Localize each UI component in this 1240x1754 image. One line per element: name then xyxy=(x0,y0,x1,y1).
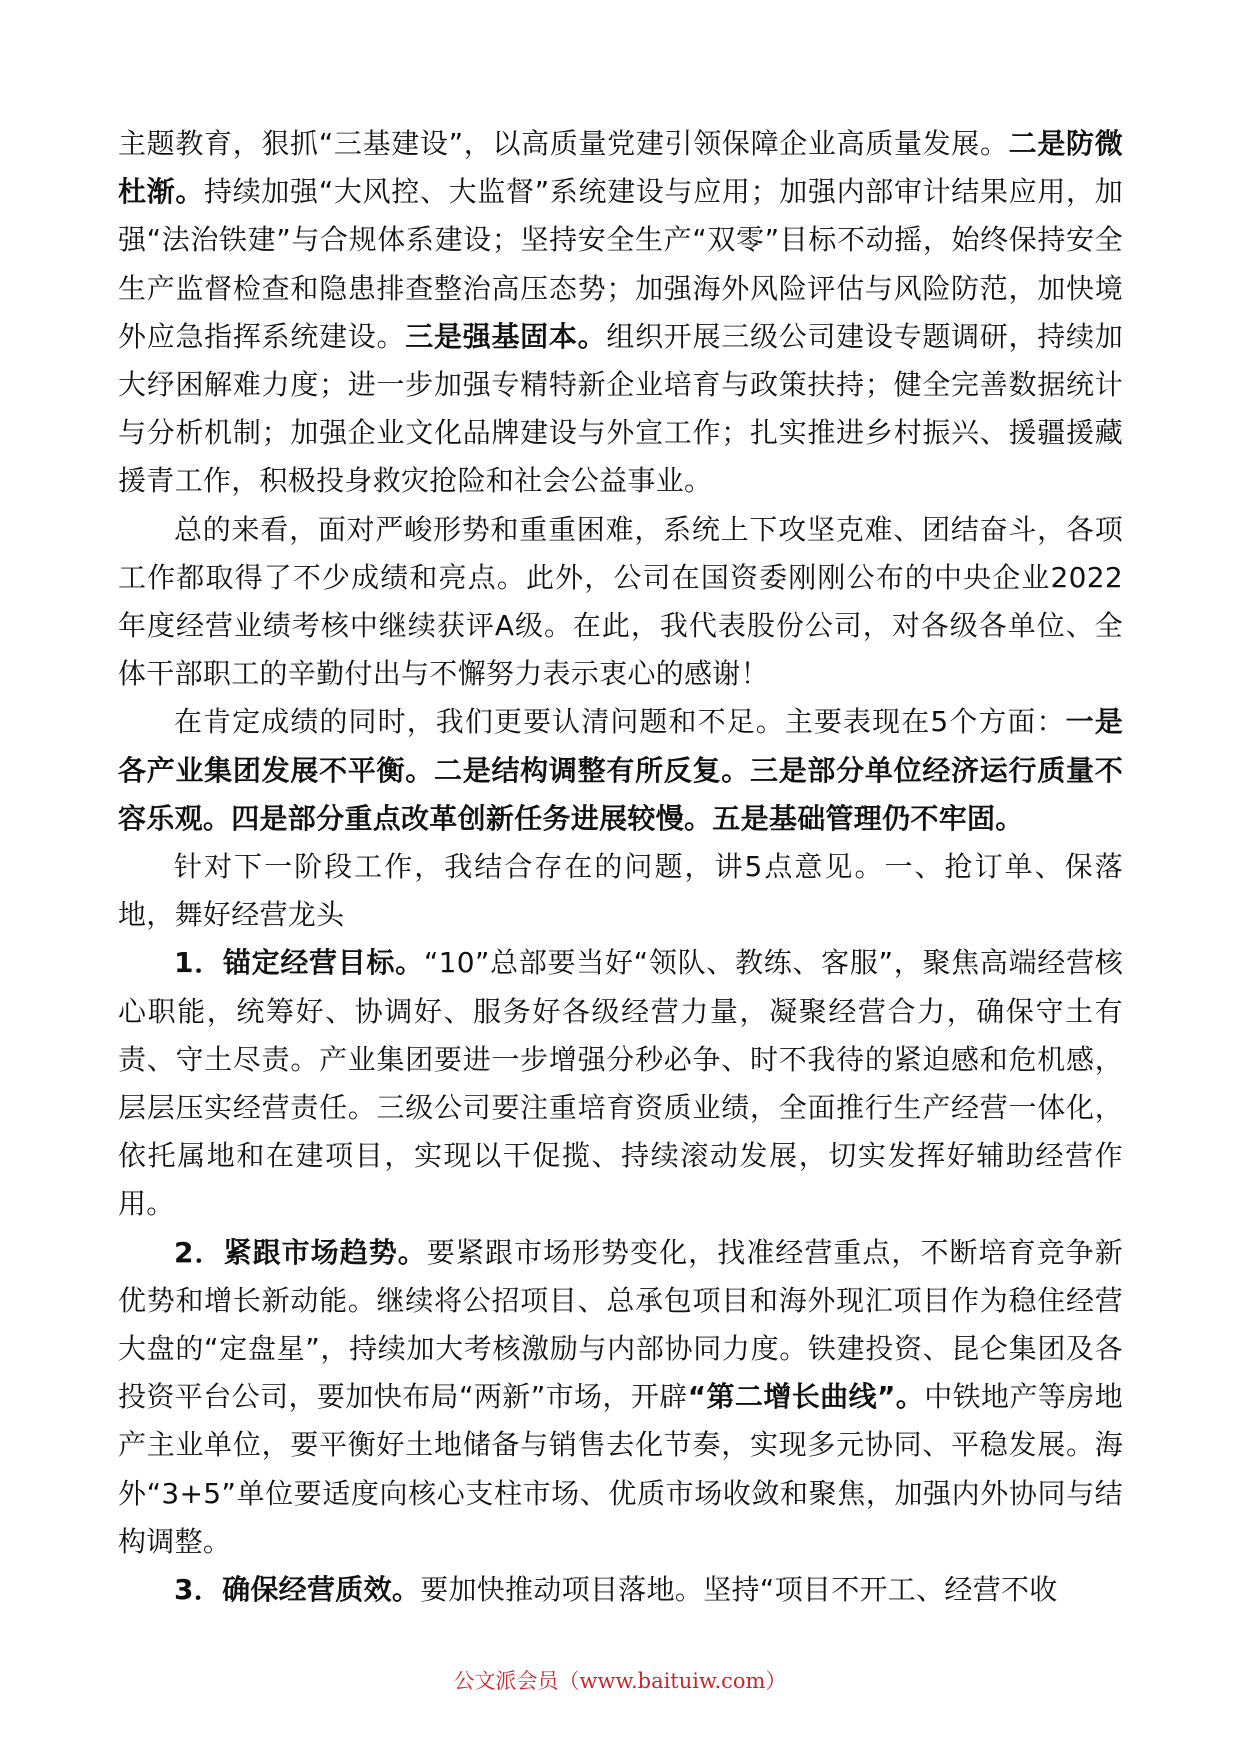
section-3-text: 要加快推动项目落地。坚持“项目不开工、经营不收 xyxy=(420,1573,1058,1607)
paragraph-1-heading-3: 三是强基固本。 xyxy=(405,319,607,353)
section-2-text-2: 中铁地产等房地产主业单位，要平衡好土地储备与销售去化节奏，实现多元协同、平稳发展。海外“3+5”单位要适度向核心支柱市场、优质市场收敛和聚焦，加强内外协同与结构调整。 xyxy=(118,1380,1123,1558)
document-body xyxy=(118,120,1123,1614)
paragraph-3-text: 在肯定成绩的同时，我们更要认清问题和不足。主要表现在5个方面： xyxy=(174,705,1066,739)
section-2-heading: 2．紧跟市场趋势。 xyxy=(174,1235,427,1269)
section-1-text: “10”总部要当好“领队、教练、客服”，聚焦高端经营核心职能，统筹好、协调好、服务好各级经营力量，凝聚经营合力，确保守土有责、守土尽责。产业集团要进一步增强分秒必争、时不我待的紧迫感和危机感，层层压实经营责任。三级公司要注重培育资质业绩，全面推行生产经营一体化，依托属地和在建项目，实现以干促揽、持续滚动发展，切实发挥好辅助经营作用。 xyxy=(118,946,1123,1221)
paragraph-6 xyxy=(118,1229,1123,1566)
paragraph-1-text-1: 主题教育，狠抓“三基建设”，以高质量党建引领保障企业高质量发展。 xyxy=(118,127,1009,160)
paragraph-7 xyxy=(118,1566,1123,1614)
paragraph-4: 针对下一阶段工作，我结合存在的问题，讲5点意见。一、抢订单、保落地，舞好经营龙头 xyxy=(118,850,1123,932)
paragraph-1-text-3: 组织开展三级公司建设专题调研，持续加大纾困解难力度；进一步加强专精特新企业培育与政策扶持；健全完善数据统计与分析机制；加强企业文化品牌建设与外宣工作；扎实推进乡村振兴、援疆援藏援青工作，积极投身救灾抢险和社会公益事业。 xyxy=(118,319,1123,498)
section-2-emphasis: “第二增长曲线”。 xyxy=(687,1380,925,1414)
section-3-heading: 3．确保经营质效。 xyxy=(174,1573,421,1607)
paragraph-5 xyxy=(118,939,1123,1228)
paragraph-2: 总的来看，面对严峻形势和重重困难，系统上下攻坚克难、团结奋斗，各项工作都取得了不少成绩和亮点。此外，公司在国资委刚刚公布的中央企业2022年度经营业绩考核中继续获评A级。在此，我代表股份公司，对各级各单位、全体干部职工的辛勤付出与不懈努力表示衷心的感谢！ xyxy=(118,512,1123,691)
section-1-heading: 1．锚定经营目标。 xyxy=(174,946,424,980)
paragraph-3-problems: 一是各产业集团发展不平衡。二是结构调整有所反复。三是部分单位经济运行质量不容乐观。四是部分重点改革创新任务进展较慢。五是基础管理仍不牢固。 xyxy=(118,705,1123,835)
paragraph-1-text-2: 持续加强“大风控、大监督”系统建设与应用；加强内部审计结果应用，加强“法治铁建”与合规体系建设；坚持安全生产“双零”目标不动摇，始终保持安全生产监督检查和隐患排查整治高压态势；加强海外风险评估与风险防范，加快境外应急指挥系统建设。 xyxy=(118,175,1123,353)
paragraph-1 xyxy=(118,120,1123,506)
footer-watermark: 公文派会员（www.baituiw.com） xyxy=(453,1669,787,1693)
paragraph-3 xyxy=(118,698,1123,843)
paragraph-1-heading-2: 二是防微杜渐。 xyxy=(118,127,1124,209)
section-2-text-1: 要紧跟市场形势变化，找准经营重点，不断培育竞争新优势和增长新动能。继续将公招项目、总承包项目和海外现汇项目作为稳住经营大盘的“定盘星”，持续加大考核激励与内部协同力度。铁建投资、昆仑集团及各投资平台公司，要加快布局“两新”市场，开辟 xyxy=(118,1235,1123,1414)
